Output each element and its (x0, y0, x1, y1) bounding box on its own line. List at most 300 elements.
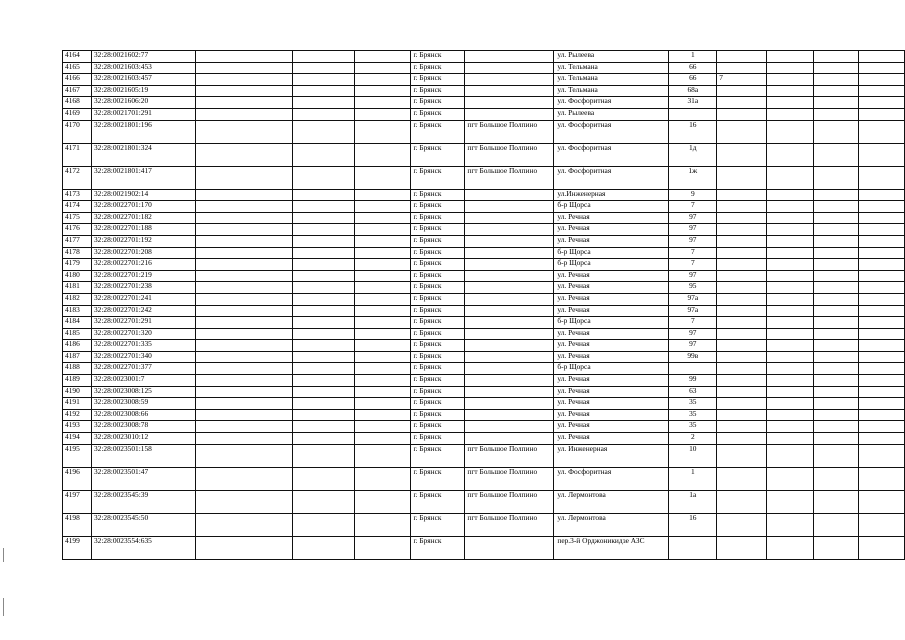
table-cell (292, 513, 354, 536)
table-cell (354, 247, 411, 259)
table-cell: 1ж (669, 166, 717, 189)
table-cell: ул. Тельмана (554, 85, 669, 97)
table-cell (195, 340, 292, 352)
table-cell (814, 143, 859, 166)
table-cell (354, 120, 411, 143)
table-cell (858, 513, 904, 536)
table-cell (814, 444, 859, 467)
table-cell: г. Брянск (411, 282, 465, 294)
table-cell: ул. Рылеева (554, 51, 669, 63)
table-cell (292, 85, 354, 97)
table-cell: 97а (669, 293, 717, 305)
table-cell (717, 433, 767, 445)
table-cell: 9 (669, 189, 717, 201)
table-cell: 97 (669, 270, 717, 282)
table-row (63, 189, 905, 201)
table-cell: 31а (669, 97, 717, 109)
table-cell (767, 108, 814, 120)
table-cell (858, 62, 904, 74)
table-row (63, 201, 905, 213)
table-cell (717, 120, 767, 143)
table-cell: г. Брянск (411, 317, 465, 329)
table-cell: 32:28:0022701:340 (91, 351, 195, 363)
table-cell: пгт Большое Полпино (465, 467, 554, 490)
table-cell (195, 282, 292, 294)
table-cell: 4182 (63, 293, 92, 305)
table-cell: 32:28:0021701:291 (91, 108, 195, 120)
table-cell (292, 212, 354, 224)
table-cell (858, 120, 904, 143)
table-cell: 32:28:0021606:20 (91, 97, 195, 109)
table-cell (814, 51, 859, 63)
table-cell (354, 305, 411, 317)
table-row (63, 282, 905, 294)
table-cell: 32:28:0022701:335 (91, 340, 195, 352)
table-cell (292, 270, 354, 282)
table-cell (292, 409, 354, 421)
table-cell (717, 270, 767, 282)
table-cell (465, 201, 554, 213)
table-cell (767, 490, 814, 513)
table-cell (292, 259, 354, 271)
table-cell: 4188 (63, 363, 92, 375)
table-cell: г. Брянск (411, 305, 465, 317)
table-cell (292, 189, 354, 201)
table-cell (858, 351, 904, 363)
table-cell: г. Брянск (411, 433, 465, 445)
table-cell (858, 340, 904, 352)
table-cell (354, 270, 411, 282)
table-cell: 4176 (63, 224, 92, 236)
table-cell (717, 224, 767, 236)
table-cell (465, 282, 554, 294)
table-cell (717, 189, 767, 201)
table-cell (354, 85, 411, 97)
table-cell: пгт Большое Полпино (465, 513, 554, 536)
table-cell (717, 513, 767, 536)
table-cell (195, 328, 292, 340)
table-row (63, 51, 905, 63)
table-cell: 4194 (63, 433, 92, 445)
table-cell: 32:28:0022701:192 (91, 235, 195, 247)
table-cell (195, 386, 292, 398)
table-cell (465, 85, 554, 97)
table-cell (858, 433, 904, 445)
table-cell (195, 166, 292, 189)
table-cell (465, 305, 554, 317)
table-cell (814, 536, 859, 559)
table-cell (465, 340, 554, 352)
table-cell (292, 467, 354, 490)
table-cell (717, 467, 767, 490)
table-cell (354, 166, 411, 189)
table-cell (814, 513, 859, 536)
table-cell (858, 212, 904, 224)
table-cell (858, 166, 904, 189)
table-cell: г. Брянск (411, 293, 465, 305)
table-cell (465, 363, 554, 375)
table-cell (767, 62, 814, 74)
table-cell: 4172 (63, 166, 92, 189)
table-cell: 4171 (63, 143, 92, 166)
table-cell (767, 97, 814, 109)
table-cell (717, 235, 767, 247)
table-cell (354, 74, 411, 86)
table-cell: ул. Инженерная (554, 444, 669, 467)
table-cell (195, 444, 292, 467)
table-cell (354, 282, 411, 294)
table-cell (858, 398, 904, 410)
table-cell (292, 120, 354, 143)
table-cell (465, 224, 554, 236)
table-cell: 4189 (63, 375, 92, 387)
table-row (63, 317, 905, 329)
table-cell: ул. Речная (554, 386, 669, 398)
table-cell: 99в (669, 351, 717, 363)
table-cell (767, 317, 814, 329)
table-cell (858, 51, 904, 63)
table-cell (717, 259, 767, 271)
table-cell: ул. Фосфоритная (554, 166, 669, 189)
table-cell: 66 (669, 74, 717, 86)
table-cell (354, 201, 411, 213)
table-cell: 4199 (63, 536, 92, 559)
table-cell: ул. Речная (554, 212, 669, 224)
table-cell: ул. Речная (554, 282, 669, 294)
table-cell (717, 51, 767, 63)
table-cell (814, 293, 859, 305)
table-cell: 35 (669, 409, 717, 421)
table-cell (767, 201, 814, 213)
table-cell (717, 212, 767, 224)
table-cell (195, 433, 292, 445)
table-cell: 32:28:0021902:14 (91, 189, 195, 201)
table-cell (717, 398, 767, 410)
table-cell: г. Брянск (411, 259, 465, 271)
table-cell (195, 398, 292, 410)
table-cell: г. Брянск (411, 120, 465, 143)
table-cell (814, 224, 859, 236)
table-cell (858, 235, 904, 247)
table-cell: ул. Фосфоритная (554, 97, 669, 109)
table-cell: г. Брянск (411, 62, 465, 74)
table-cell (292, 201, 354, 213)
table-cell (814, 467, 859, 490)
table-cell: 7 (669, 259, 717, 271)
table-cell (717, 328, 767, 340)
table-cell (814, 328, 859, 340)
table-cell (465, 270, 554, 282)
table-cell: 4197 (63, 490, 92, 513)
table-cell: 4181 (63, 282, 92, 294)
table-cell (292, 386, 354, 398)
table-cell (814, 201, 859, 213)
table-cell: 32:28:0022701:182 (91, 212, 195, 224)
table-cell: 4184 (63, 317, 92, 329)
table-cell (195, 305, 292, 317)
table-cell (465, 97, 554, 109)
table-row (63, 467, 905, 490)
table-cell (292, 293, 354, 305)
table-cell (814, 259, 859, 271)
table-cell (767, 398, 814, 410)
table-cell (292, 317, 354, 329)
table-cell (195, 212, 292, 224)
table-row (63, 398, 905, 410)
table-cell: 32:28:0023545:39 (91, 490, 195, 513)
table-cell (292, 108, 354, 120)
table-cell: г. Брянск (411, 189, 465, 201)
table-cell: ул. Речная (554, 293, 669, 305)
table-cell: г. Брянск (411, 212, 465, 224)
table-cell (858, 97, 904, 109)
table-cell: г. Брянск (411, 513, 465, 536)
table-cell: г. Брянск (411, 224, 465, 236)
table-cell (292, 351, 354, 363)
table-cell (354, 398, 411, 410)
table-cell (717, 247, 767, 259)
table-cell (767, 74, 814, 86)
table-cell: г. Брянск (411, 201, 465, 213)
table-cell (717, 85, 767, 97)
table-cell (814, 340, 859, 352)
table-cell: 16 (669, 513, 717, 536)
table-cell: 4196 (63, 467, 92, 490)
table-cell (195, 467, 292, 490)
table-cell: 4183 (63, 305, 92, 317)
table-cell: ул. Фосфоритная (554, 143, 669, 166)
table-cell: ул. Фосфоритная (554, 120, 669, 143)
table-cell (814, 433, 859, 445)
table-row (63, 340, 905, 352)
property-register-table (62, 50, 905, 560)
table-cell (814, 74, 859, 86)
table-cell: 4177 (63, 235, 92, 247)
table-cell (292, 536, 354, 559)
table-cell (195, 375, 292, 387)
table-cell (717, 293, 767, 305)
table-cell: 32:28:0022701:216 (91, 259, 195, 271)
table-cell: 4167 (63, 85, 92, 97)
table-cell (465, 235, 554, 247)
table-cell (858, 74, 904, 86)
table-cell (814, 409, 859, 421)
table-cell: 32:28:0021801:417 (91, 166, 195, 189)
table-cell (814, 386, 859, 398)
table-cell (814, 62, 859, 74)
table-cell (814, 270, 859, 282)
table-cell: пгт Большое Полпино (465, 166, 554, 189)
table-cell (465, 108, 554, 120)
table-cell (858, 143, 904, 166)
table-cell (354, 293, 411, 305)
table-row (63, 375, 905, 387)
table-cell (354, 212, 411, 224)
table-cell: ул. Речная (554, 409, 669, 421)
table-cell (195, 409, 292, 421)
table-cell (814, 97, 859, 109)
table-cell: пгт Большое Полпино (465, 120, 554, 143)
table-cell (465, 386, 554, 398)
table-cell (858, 386, 904, 398)
table-cell: 4195 (63, 444, 92, 467)
table-cell (814, 305, 859, 317)
table-cell: 4174 (63, 201, 92, 213)
table-cell (717, 166, 767, 189)
table-cell (858, 201, 904, 213)
table-cell (767, 247, 814, 259)
table-cell (858, 247, 904, 259)
table-cell (717, 340, 767, 352)
table-cell (354, 363, 411, 375)
table-cell: ул.Инженерная (554, 189, 669, 201)
table-cell (354, 340, 411, 352)
table-cell (292, 74, 354, 86)
table-cell (292, 143, 354, 166)
table-cell: 32:28:0023008:59 (91, 398, 195, 410)
table-cell: ул. Тельмана (554, 74, 669, 86)
table-cell (195, 62, 292, 74)
table-cell (465, 433, 554, 445)
table-cell: 4193 (63, 421, 92, 433)
table-cell (717, 305, 767, 317)
table-cell: 32:28:0023501:47 (91, 467, 195, 490)
table-cell: 68а (669, 85, 717, 97)
table-cell: 32:28:0023010:12 (91, 433, 195, 445)
table-cell (814, 166, 859, 189)
table-cell (465, 51, 554, 63)
table-cell (717, 536, 767, 559)
table-cell (814, 421, 859, 433)
table-cell: 97 (669, 235, 717, 247)
table-cell: 35 (669, 421, 717, 433)
table-cell (717, 409, 767, 421)
table-cell: 32:28:0021801:196 (91, 120, 195, 143)
table-cell: 32:28:0023008:66 (91, 409, 195, 421)
table-cell (292, 490, 354, 513)
table-cell (767, 328, 814, 340)
table-cell (465, 212, 554, 224)
table-cell: пгт Большое Полпино (465, 444, 554, 467)
table-cell: 32:28:0021605:19 (91, 85, 195, 97)
table-cell: г. Брянск (411, 235, 465, 247)
table-cell: 10 (669, 444, 717, 467)
table-cell (195, 108, 292, 120)
table-cell: г. Брянск (411, 421, 465, 433)
table-cell (858, 189, 904, 201)
table-cell: 4168 (63, 97, 92, 109)
table-cell (354, 143, 411, 166)
table-cell: 97 (669, 328, 717, 340)
table-cell: б-р Щорса (554, 247, 669, 259)
table-cell (354, 490, 411, 513)
table-row (63, 108, 905, 120)
table-cell (292, 444, 354, 467)
table-cell (292, 433, 354, 445)
table-cell (354, 467, 411, 490)
table-cell (717, 444, 767, 467)
table-cell (858, 467, 904, 490)
table-cell: пер.3-й Орджоникидзе АЗС (554, 536, 669, 559)
table-cell: г. Брянск (411, 51, 465, 63)
table-cell (465, 375, 554, 387)
table-row (63, 85, 905, 97)
table-cell: г. Брянск (411, 409, 465, 421)
table-cell (354, 386, 411, 398)
table-cell (292, 328, 354, 340)
table-cell (354, 51, 411, 63)
table-cell: пгт Большое Полпино (465, 490, 554, 513)
table-cell: 32:28:0021603:453 (91, 62, 195, 74)
table-cell (717, 143, 767, 166)
table-cell (465, 328, 554, 340)
table-cell (292, 363, 354, 375)
table-row (63, 120, 905, 143)
table-cell (354, 375, 411, 387)
table-cell (858, 444, 904, 467)
table-cell (465, 259, 554, 271)
table-cell (814, 398, 859, 410)
table-cell (195, 51, 292, 63)
table-cell (195, 235, 292, 247)
table-cell (767, 351, 814, 363)
table-row (63, 305, 905, 317)
table-cell (292, 398, 354, 410)
table-cell: 4165 (63, 62, 92, 74)
table-cell (767, 51, 814, 63)
table-row (63, 259, 905, 271)
table-cell: 7 (669, 317, 717, 329)
table-cell (292, 97, 354, 109)
table-cell (767, 340, 814, 352)
table-cell (354, 421, 411, 433)
table-cell (195, 351, 292, 363)
table-cell: 32:28:0023554:635 (91, 536, 195, 559)
table-cell: 97 (669, 224, 717, 236)
table-cell: 32:28:0022701:238 (91, 282, 195, 294)
table-row (63, 536, 905, 559)
table-cell: 4164 (63, 51, 92, 63)
table-cell: г. Брянск (411, 85, 465, 97)
table-cell (858, 282, 904, 294)
table-cell: 35 (669, 398, 717, 410)
table-cell (292, 166, 354, 189)
table-cell: 66 (669, 62, 717, 74)
table-cell (292, 247, 354, 259)
table-cell: 2 (669, 433, 717, 445)
table-cell (858, 421, 904, 433)
table-cell (195, 201, 292, 213)
table-cell (717, 97, 767, 109)
table-cell (292, 282, 354, 294)
table-cell: ул. Речная (554, 270, 669, 282)
table-cell: 32:28:0021602:77 (91, 51, 195, 63)
table-row (63, 444, 905, 467)
table-cell: пгт Большое Полпино (465, 143, 554, 166)
table-row (63, 97, 905, 109)
table-cell (195, 293, 292, 305)
table-cell: г. Брянск (411, 340, 465, 352)
table-cell (814, 189, 859, 201)
table-cell: 32:28:0023008:78 (91, 421, 195, 433)
table-cell (669, 108, 717, 120)
table-cell (465, 317, 554, 329)
table-cell (195, 247, 292, 259)
table-cell (767, 143, 814, 166)
table-row (63, 74, 905, 86)
table-cell: 32:28:0022701:219 (91, 270, 195, 282)
table-cell: г. Брянск (411, 143, 465, 166)
